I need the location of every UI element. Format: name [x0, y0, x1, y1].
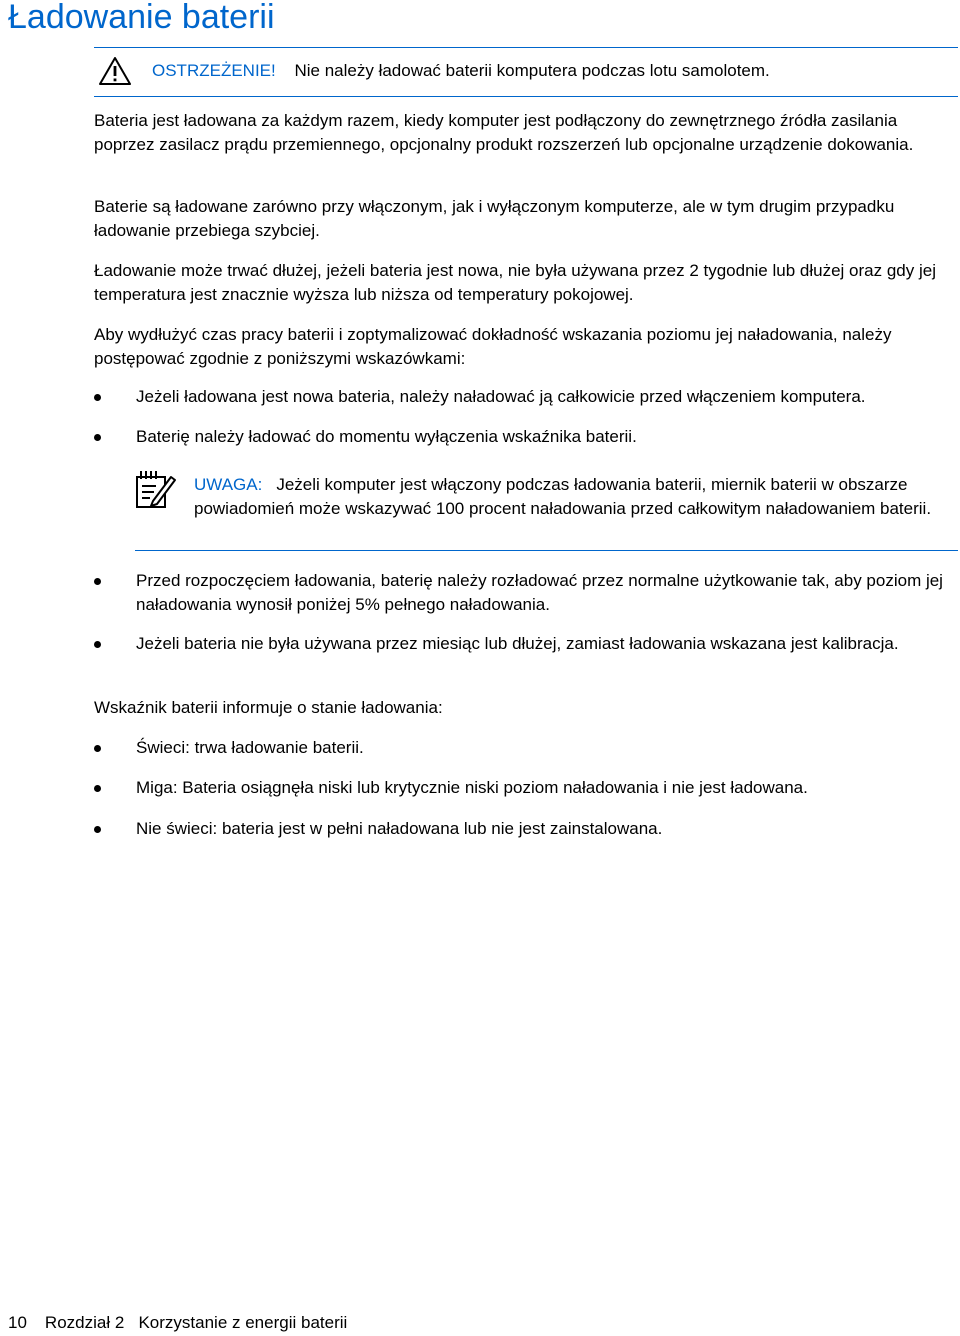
- list-item-text: Świeci: trwa ładowanie baterii.: [136, 738, 364, 757]
- list-item-text: Jeżeli ładowana jest nowa bateria, należy naładować ją całkowicie przed włączeniem komputera.: [136, 387, 866, 406]
- list-item-text: Nie świeci: bateria jest w pełni naładowana lub nie jest zainstalowana.: [136, 819, 663, 838]
- warning-text: Nie należy ładować baterii komputera podczas lotu samolotem.: [294, 61, 770, 80]
- paragraph-charging-state: Baterie są ładowane zarówno przy włączonym, jak i wyłączonym komputerze, ale w tym drugim przypadku ładowanie przebiega szybciej.: [94, 197, 895, 240]
- bullet-icon: [94, 785, 101, 792]
- paragraph-charging-duration: Ładowanie może trwać dłużej, jeżeli bateria jest nowa, nie była używana przez 2 tygodnie lub dłużej oraz gdy jej temperatura jest znacznie wyższa lub niższa od temperatury pokojowej.: [94, 261, 936, 304]
- paragraph-tips-intro: Aby wydłużyć czas pracy baterii i zoptymalizować dokładność wskazania poziomu jej naładowania, należy postępować zgodnie z poniższymi wskazówkami:: [94, 325, 892, 368]
- list-item-text: Jeżeli bateria nie była używana przez miesiąc lub dłużej, zamiast ładowania wskazana jest kalibracja.: [136, 634, 899, 653]
- page-number: 10: [8, 1313, 27, 1332]
- note-callout: [194, 473, 934, 520]
- note-bottom-rule: [135, 550, 958, 551]
- note-label: UWAGA:: [194, 475, 263, 494]
- bullet-icon: [94, 826, 101, 833]
- warning-notice: [152, 60, 770, 82]
- bullet-icon: [94, 434, 101, 441]
- page-title: Ładowanie baterii: [8, 0, 275, 36]
- notepad-pencil-icon: [135, 469, 177, 509]
- bullet-icon: [94, 745, 101, 752]
- bullet-icon: [94, 641, 101, 648]
- paragraph-indicator-intro: Wskaźnik baterii informuje o stanie ładowania:: [94, 698, 443, 717]
- warning-bottom-rule: [94, 96, 958, 97]
- list-item-text: Miga: Bateria osiągnęła niski lub krytycznie niski poziom naładowania i nie jest ładowana.: [136, 778, 808, 797]
- bullet-icon: [94, 394, 101, 401]
- warning-label: OSTRZEŻENIE!: [152, 61, 276, 80]
- warning-top-rule: [94, 47, 958, 48]
- bullet-icon: [94, 578, 101, 585]
- chapter-title: Rozdział 2 Korzystanie z energii baterii: [44, 1313, 348, 1332]
- list-item-text: Baterię należy ładować do momentu wyłączenia wskaźnika baterii.: [136, 427, 637, 446]
- warning-triangle-icon: [98, 56, 132, 86]
- note-text: Jeżeli komputer jest włączony podczas ładowania baterii, miernik baterii w obszarze powiadomień może wskazywać 100 procent naładowania przed całkowitym naładowaniem baterii.: [194, 475, 932, 518]
- page-footer: [8, 1311, 347, 1335]
- list-item-text: Przed rozpoczęciem ładowania, baterię należy rozładować przez normalne użytkowanie tak, aby poziom jej naładowania wynosił poniżej 5% pełnego naładowania.: [136, 571, 943, 614]
- paragraph-charging-sources: Bateria jest ładowana za każdym razem, kiedy komputer jest podłączony do zewnętrznego źródła zasilania poprzez zasilacz prądu przemiennego, opcjonalny produkt rozszerzeń lub opcjonalne urządzenie dokowania.: [94, 111, 914, 154]
